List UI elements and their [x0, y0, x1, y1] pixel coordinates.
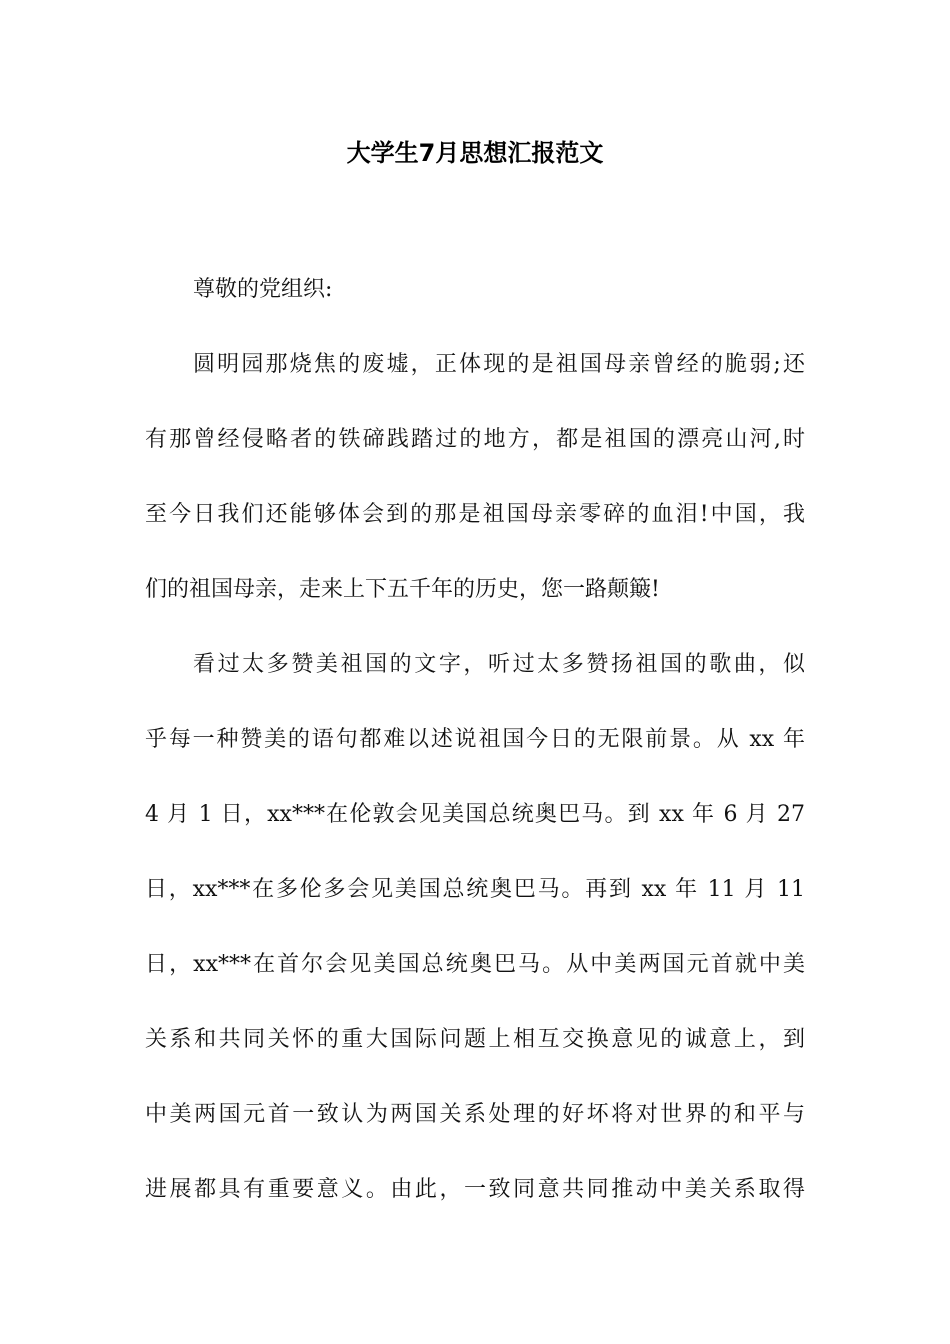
paragraph-1-line: 们的祖国母亲，走来上下五千年的历史，您一路颠簸! [145, 577, 660, 602]
paragraph-2-line: 进展都具有重要意义。由此，一致同意共同推动中美关系取得 [145, 1177, 805, 1202]
salutation: 尊敬的党组织: [193, 277, 333, 302]
paragraph-1-line: 有那曾经侵略者的铁碲践踏过的地方，都是祖国的漂亮山河,时 [145, 427, 805, 452]
paragraph-1-line: 圆明园那烧焦的废墟，正体现的是祖国母亲曾经的脆弱;还 [193, 352, 805, 377]
paragraph-2-line: 看过太多赞美祖国的文字，听过太多赞扬祖国的歌曲，似 [193, 652, 805, 677]
paragraph-2-line: 日，xx***在多伦多会见美国总统奥巴马。再到 xx 年 11 月 11 [145, 877, 805, 902]
document-title: 大学生7月思想汇报范文 [346, 139, 604, 167]
paragraph-2-line: 4 月 1 日，xx***在伦敦会见美国总统奥巴马。到 xx 年 6 月 27 [145, 802, 805, 827]
paragraph-2-line: 关系和共同关怀的重大国际问题上相互交换意见的诚意上，到 [145, 1027, 805, 1052]
paragraph-1-line: 至今日我们还能够体会到的那是祖国母亲零碎的血泪!中国，我 [145, 502, 805, 527]
paragraph-2-line: 中美两国元首一致认为两国关系处理的好坏将对世界的和平与 [145, 1102, 805, 1127]
document-body [145, 252, 805, 1227]
paragraph-2-line: 日，xx***在首尔会见美国总统奥巴马。从中美两国元首就中美 [145, 952, 805, 977]
paragraph-2-line: 乎每一种赞美的语句都难以述说祖国今日的无限前景。从 xx 年 [145, 727, 805, 752]
